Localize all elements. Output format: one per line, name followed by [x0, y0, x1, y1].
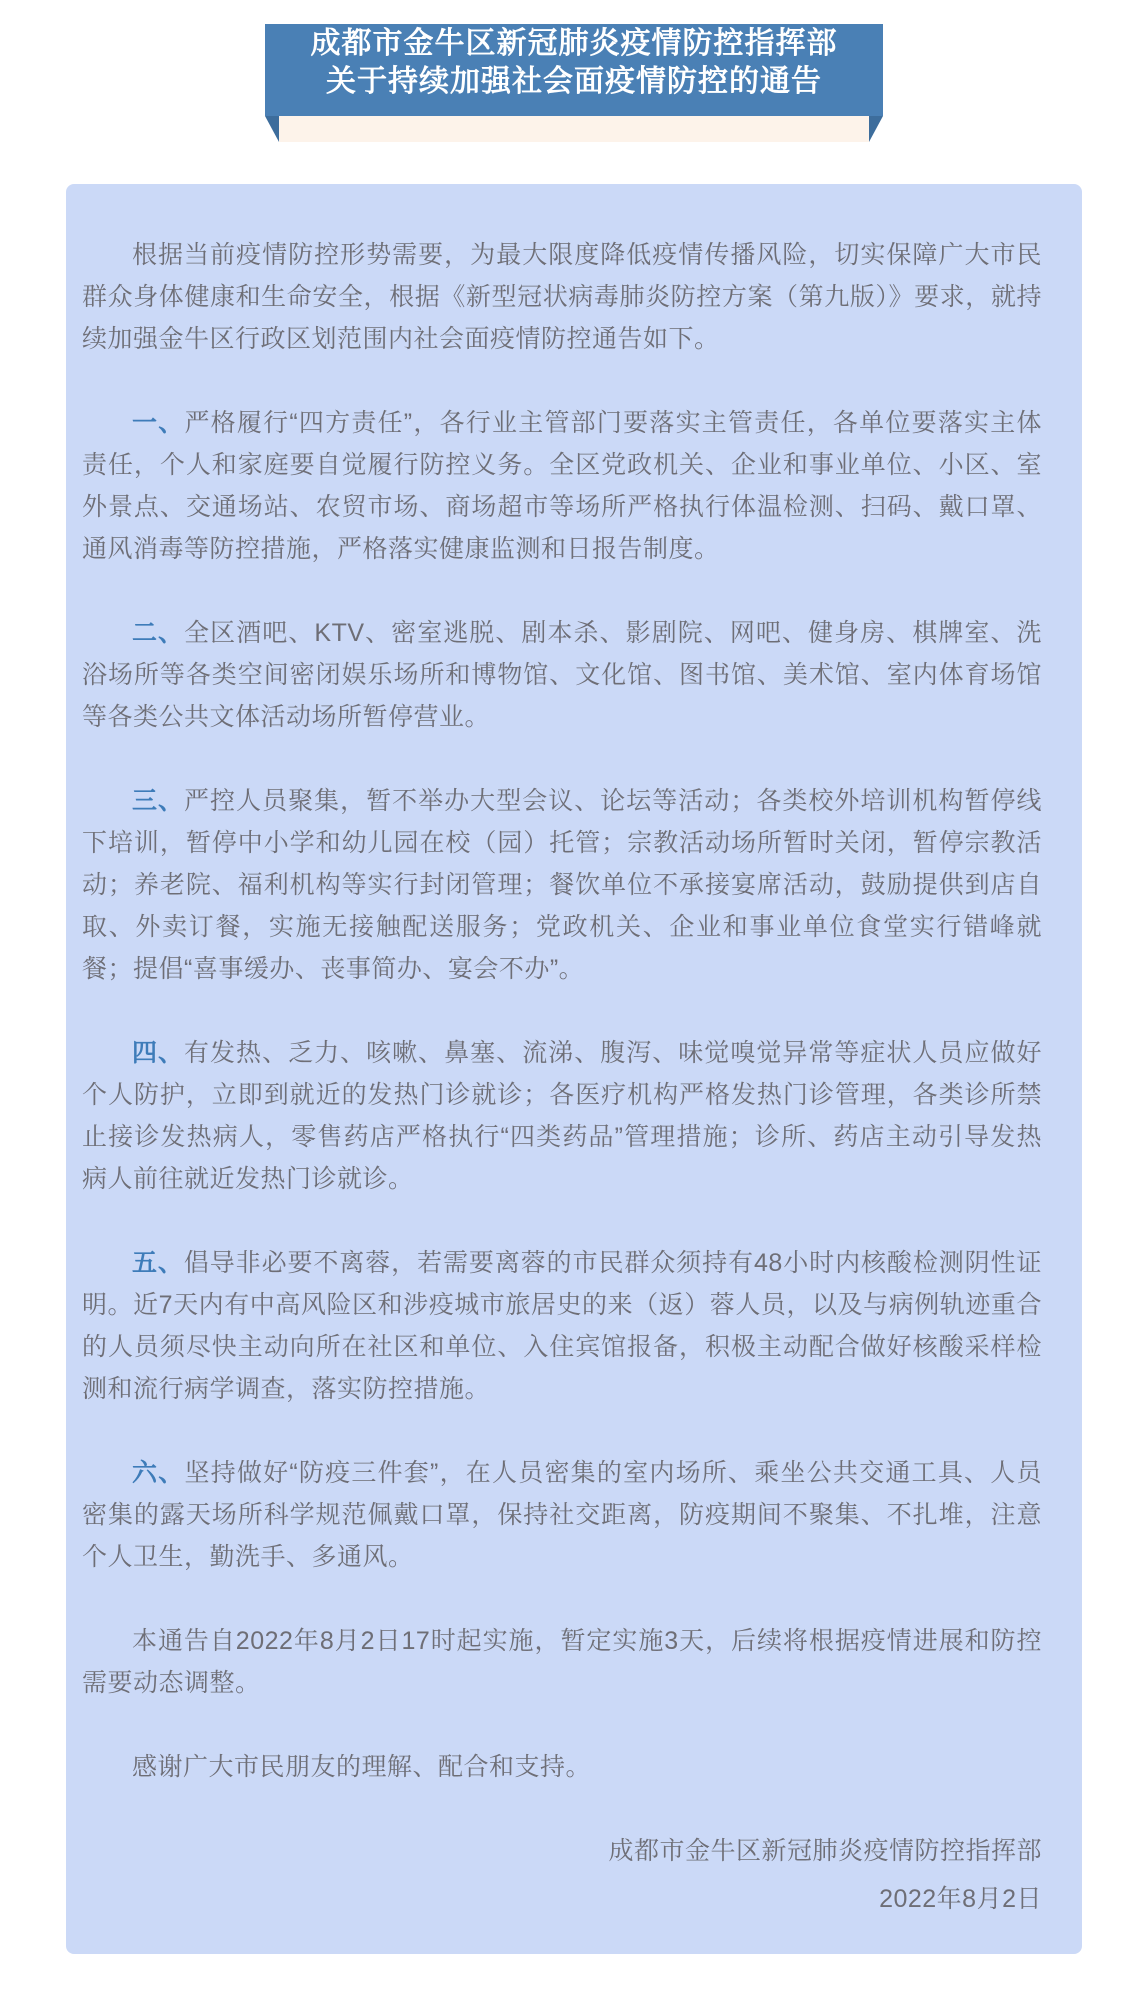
- notice-page: [0, 24, 1148, 1954]
- thanks-paragraph: 感谢广大市民朋友的理解、配合和支持。: [132, 1753, 592, 1781]
- item-4-number: 四、: [132, 1039, 185, 1067]
- item-1-number: 一、: [132, 409, 185, 437]
- ribbon-fold-row: [265, 116, 883, 142]
- item-1-text: 严格履行“四方责任”，各行业主管部门要落实主管责任，各单位要落实主体责任，个人和家庭要自觉履行防控义务。全区党政机关、企业和事业单位、小区、室外景点、交通场站、农贸市场、商场超市等场所严格执行体温检测、扫码、戴口罩、通风消毒等防控措施，严格落实健康监测和日报告制度。: [82, 409, 1042, 563]
- item-5-number: 五、: [132, 1249, 184, 1277]
- item-2-text: 全区酒吧、KTV、密室逃脱、剧本杀、影剧院、网吧、健身房、棋牌室、洗浴场所等各类空间密闭娱乐场所和博物馆、文化馆、图书馆、美术馆、室内体育场馆等各类公共文体活动场所暂停营业。: [82, 619, 1042, 731]
- signature-line: 成都市金牛区新冠肺炎疫情防控指挥部: [608, 1837, 1042, 1865]
- ribbon-strip: [279, 116, 869, 142]
- item-6-text: 坚持做好“防疫三件套”，在人员密集的室内场所、乘坐公共交通工具、人员密集的露天场所科学规范佩戴口罩，保持社交距离，防疫期间不聚集、不扎堆，注意个人卫生，勤洗手、多通风。: [82, 1459, 1042, 1571]
- notice-card: [66, 184, 1082, 1954]
- item-3-text: 严控人员聚集，暂不举办大型会议、论坛等活动；各类校外培训机构暂停线下培训，暂停中小学和幼儿园在校（园）托管；宗教活动场所暂时关闭，暂停宗教活动；养老院、福利机构等实行封闭管理；餐饮单位不承接宴席活动，鼓励提供到店自取、外卖订餐，实施无接触配送服务；党政机关、企业和事业单位食堂实行错峰就餐；提倡“喜事缓办、丧事简办、宴会不办”。: [82, 787, 1042, 983]
- title-line-1: 成都市金牛区新冠肺炎疫情防控指挥部: [310, 27, 838, 60]
- item-5-text: 倡导非必要不离蓉，若需要离蓉的市民群众须持有48小时内核酸检测阴性证明。近7天内有中高风险区和涉疫城市旅居史的来（返）蓉人员，以及与病例轨迹重合的人员须尽快主动向所在社区和单位、入住宾馆报备，积极主动配合做好核酸采样检测和流行病学调查，落实防控措施。: [82, 1249, 1042, 1403]
- notice-item-6: [82, 1452, 1042, 1578]
- date-line: 2022年8月2日: [879, 1885, 1042, 1913]
- item-6-number: 六、: [132, 1459, 185, 1487]
- notice-title-banner: [265, 24, 883, 116]
- item-3-number: 三、: [132, 787, 185, 815]
- item-2-number: 二、: [132, 619, 185, 647]
- title-line-2: 关于持续加强社会面疫情防控的通告: [326, 65, 822, 98]
- ribbon-fold-left-icon: [265, 116, 279, 142]
- notice-item-3: [82, 780, 1042, 990]
- ribbon-fold-right-icon: [869, 116, 883, 142]
- notice-item-5: [82, 1242, 1042, 1410]
- effective-paragraph: 本通告自2022年8月2日17时起实施，暂定实施3天，后续将根据疫情进展和防控需要动态调整。: [82, 1627, 1042, 1697]
- item-4-text: 有发热、乏力、咳嗽、鼻塞、流涕、腹泻、味觉嗅觉异常等症状人员应做好个人防护，立即到就近的发热门诊就诊；各医疗机构严格发热门诊管理，各类诊所禁止接诊发热病人，零售药店严格执行“四类药品”管理措施；诊所、药店主动引导发热病人前往就近发热门诊就诊。: [82, 1039, 1042, 1193]
- intro-paragraph: 根据当前疫情防控形势需要，为最大限度降低疫情传播风险，切实保障广大市民群众身体健康和生命安全，根据《新型冠状病毒肺炎防控方案（第九版）》要求，就持续加强金牛区行政区划范围内社会面疫情防控通告如下。: [82, 241, 1042, 353]
- notice-item-1: [82, 402, 1042, 570]
- notice-item-4: [82, 1032, 1042, 1200]
- notice-item-2: [82, 612, 1042, 738]
